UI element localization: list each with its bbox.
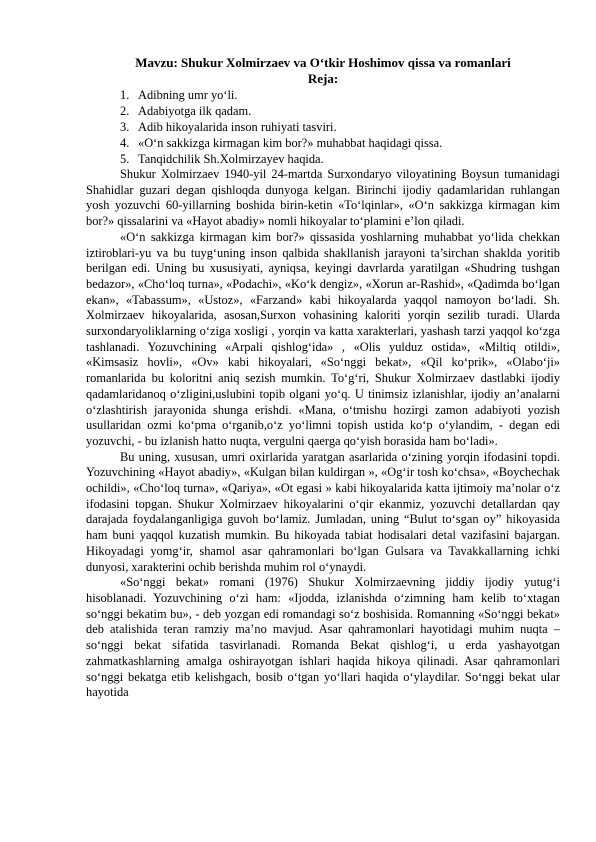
plan-item-number: 1. <box>120 88 130 102</box>
plan-item-number: 3. <box>120 119 130 134</box>
plan-item-text: Adabiyotga ilk qadam. <box>138 103 252 118</box>
plan-item-number: 5. <box>120 151 130 166</box>
document-body <box>86 167 560 701</box>
plan-item <box>120 88 442 104</box>
plan-item-number: 2. <box>120 103 130 118</box>
plan-heading: Reja: <box>307 71 339 86</box>
paragraph: Shukur Xolmirzaev 1940-yil 24-martda Surxondaryo viloyatining Boysun tumanidagi Shahidlar guzari degan qishloqda dunyoga kelgan. Birinchi ijodiy qadamlaridan ruhlangan yosh yozuvchi 60-yillarning boshida birin-ketin «To‘lqinlar», «O‘n sakkizga kirmagan kim bor?» qissalarini va «Hayot abadiy» nomli hikoyalar to‘plamini e’lon qiladi. <box>86 167 560 229</box>
paragraph: «So‘nggi bekat» romani (1976) Shukur Xolmirzaevning jiddiy ijodiy yutug‘i hisoblanadi. Yozuvchining o‘zi ham: «Ijodda, izlanishda o‘zimning ham kelib to‘xtagan so‘nggi bekatim bu», - deb yozgan edi romandagi so‘z boshisida. Romanning «So‘nggi bekat» deb atalishida teran ramziy ma’no mavjud. Asar qahramonlari hayotidagi muhim nuqta – so‘nggi bekat sifatida tasvirlanadi. Romanda Bekat qishlog‘i, u erda yashayotgan zahmatkashlarning amalga oshirayotgan ishlari haqida hikoya qilinadi. Asar qahramonlari so‘nggi bekatga etib kelishgach, bosib o‘tgan yo‘llari haqida o‘ylaydilar. So‘nggi bekat ular hayotida <box>86 575 560 700</box>
plan-item <box>120 120 442 136</box>
plan-list <box>120 88 442 167</box>
plan-item-number: 4. <box>120 135 130 150</box>
plan-item-text: «O‘n sakkizga kirmagan kim bor?» muhabbat haqidagi qissa. <box>138 135 443 150</box>
document-title: Mavzu: Shukur Xolmirzaev va O‘tkir Hoshimov qissa va romanlari <box>135 55 511 70</box>
paragraph: Bu uning, xususan, umri oxirlarida yaratgan asarlarida o‘zining yorqin ifodasini topdi. Yozuvchining «Hayot abadiy», «Kulgan bilan kuldirgan », «Og‘ir tosh ko‘chsa», «Boychechak ochildi», «Cho‘loq turna», «Qariya», «Ot egasi » kabi hikoyalarida katta ijtimoiy ma’nolar o‘z ifodasini topgan. Shukur Xolmirzaev hikoyalarini o‘qir ekanmiz, yozuvchi detallardan qay darajada foydalanganligiga guvoh bo‘lamiz. Jumladan, uning “Bulut to‘sgan oy” hikoyasida ham buni yaqqol kuzatish mumkin. Bu hikoyada tabiat hodisalari detal vazifasini bajargan. Hikoyadagi yomg‘ir, shamol asar qahramonlari bo‘lgan Gulsara va Tavakkallarning ichki dunyosi, xarakterini ochib berishda muhim rol o‘ynaydi. <box>86 449 560 574</box>
plan-item <box>120 136 442 152</box>
plan-item <box>120 152 442 168</box>
plan-item-text: Adib hikoyalarida inson ruhiyati tasviri. <box>138 119 337 134</box>
plan-item-text: Adibning umr yo‘li. <box>138 88 238 102</box>
paragraph: «O‘n sakkizga kirmagan kim bor?» qissasida yoshlarning muhabbat yo‘lida chekkan iztiroblari-yu va bu tuyg‘uning inson qalbida shakllanish jarayoni ta’sirchan shaklda yoritib berilgan edi. Uning bu xususiyati, ayniqsa, keyingi davrlarda yaratilgan «Shudring tushgan bedazor», «Cho‘loq turna», «Podachi», «Ko‘k dengiz», «Xorun ar-Rashid», «Qadimda bo‘lgan ekan», «Tabassum», «Ustoz», «Farzand» kabi hikoyalarda yaqqol namoyon bo‘ladi. Sh. Xolmirzaev hikoyalarida, asosan,Surxon vohasining kaloriti yorqin sezilib turadi. Ularda surxondaryoliklarning o‘ziga xosligi , yorqin va katta xarakterlari, yashash tarzi yaqqol ko‘zga tashlanadi. Yozuvchining «Arpali qishlog‘ida» , «Olis yulduz ostida», «Miltiq otildi», «Kimsasiz hovli», «Ov» kabi hikoyalari, «So‘nggi bekat», «Qil ko‘prik», «Olabo‘ji» romanlarida bu koloritni aniq sezish mumkin. To‘g‘ri, Shukur Xolmirzaev dastlabki ijodiy qadamlaridanoq o‘zligini,uslubini topib olgani yo‘q. U tinimsiz izlanishlar, ijodiy an’analarni o‘zlashtirish jarayonida shunga erishdi. «Mana, o‘tmishu hozirgi zamon adabiyoti yozish usullaridan ozmi ko‘pma o‘rganib,o‘z yo‘limni topish ustida ko‘p o‘ylandim, - degan edi yozuvchi, - bu izlanish hatto nuqta, vergulni qaerga qo‘yish borasida ham bo‘ladi». <box>86 229 560 448</box>
plan-item-text: Tanqidchilik Sh.Xolmirzayev haqida. <box>138 151 324 166</box>
plan-item <box>120 104 442 120</box>
